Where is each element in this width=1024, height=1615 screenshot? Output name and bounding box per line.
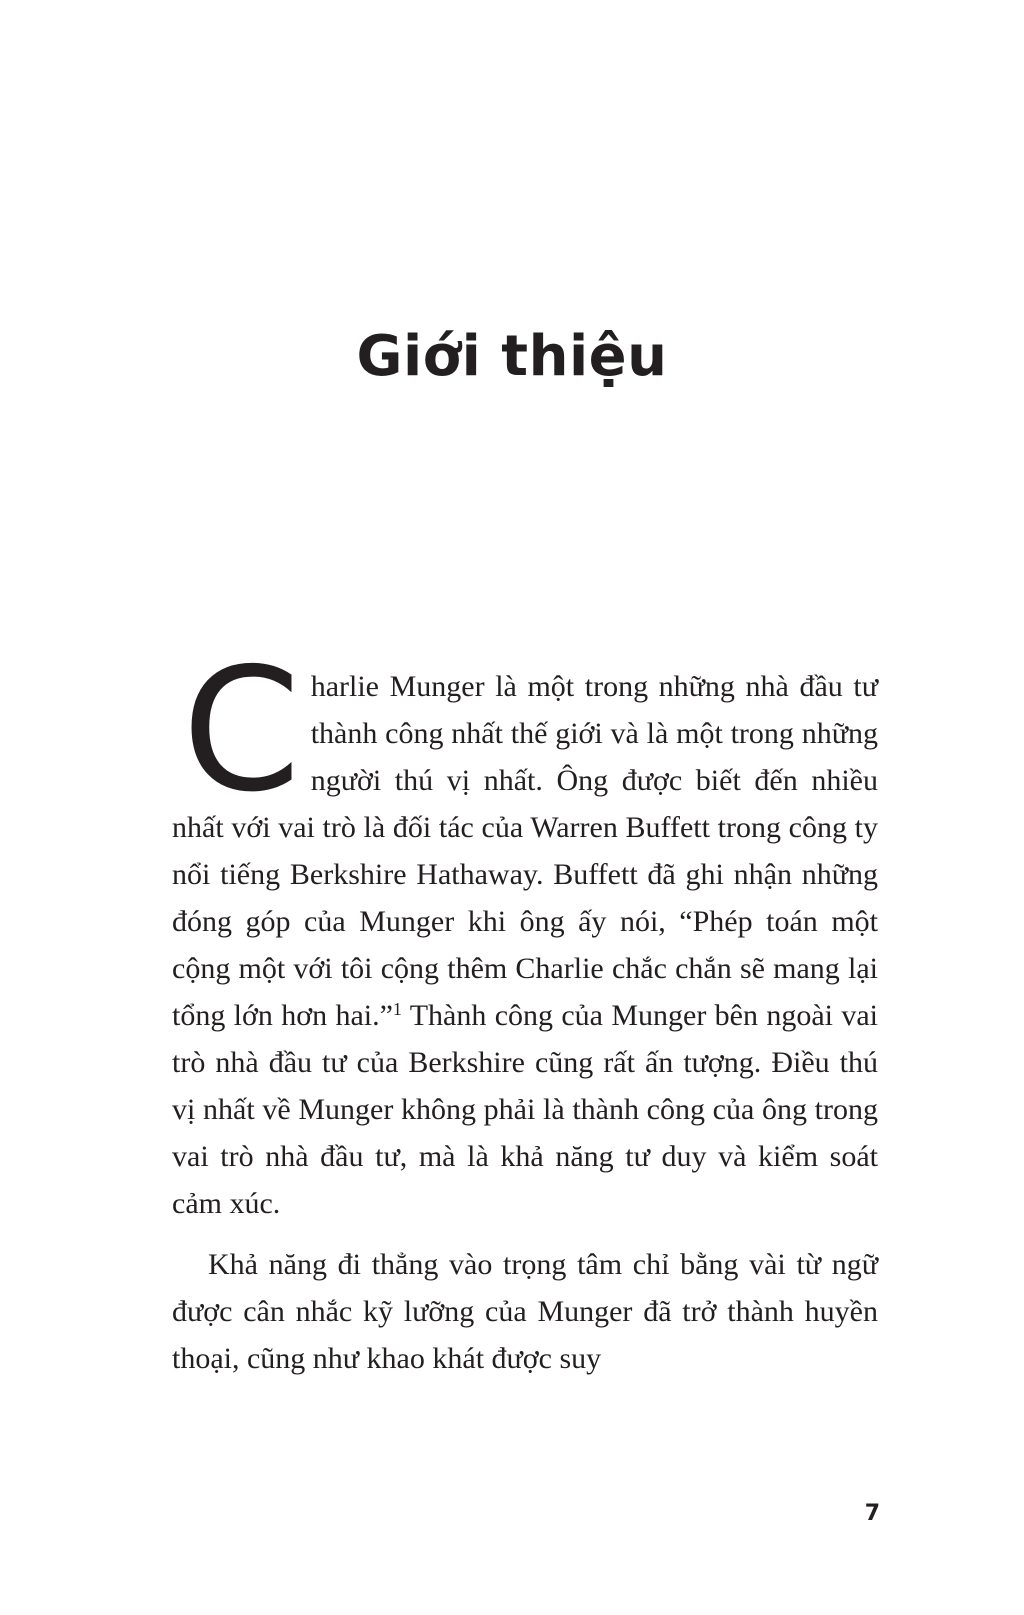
paragraph-intro: [172, 632, 878, 1227]
paragraph-intro-text: harlie Munger là một trong những nhà đầu tư thành công nhất thế giới và là một trong những người thú vị nhất. Ông được biết đến nhiều nhất với vai trò là đối tác của Warren Buffett trong công ty nổi tiếng Berkshire Hathaway. Buffett đã ghi nhận những đóng góp của Munger khi ông ấy nói, “Phép toán một cộng một với tôi cộng thêm Charlie chắc chắn sẽ mang lại tổng lớn hơn hai.”: [172, 670, 878, 1032]
paragraph-intro-continued: Thành công của Munger bên ngoài vai trò nhà đầu tư của Berkshire cũng rất ấn tượng. Điều thú vị nhất về Munger không phải là thành công của ông trong vai trò nhà đầu tư, mà là khả năng tư duy và kiểm soát cảm xúc.: [172, 999, 878, 1220]
chapter-title: Giới thiệu: [356, 324, 668, 389]
body-text: [172, 632, 878, 1382]
page-number: 7: [864, 1501, 880, 1526]
footnote-marker[interactable]: 1: [392, 999, 402, 1019]
paragraph-second: Khả năng đi thẳng vào trọng tâm chỉ bằng vài từ ngữ được cân nhắc kỹ lưỡng của Munger đã trở thành huyền thoại, cũng như khao khát được suy: [172, 1248, 878, 1375]
drop-cap-letter: C: [182, 632, 301, 830]
